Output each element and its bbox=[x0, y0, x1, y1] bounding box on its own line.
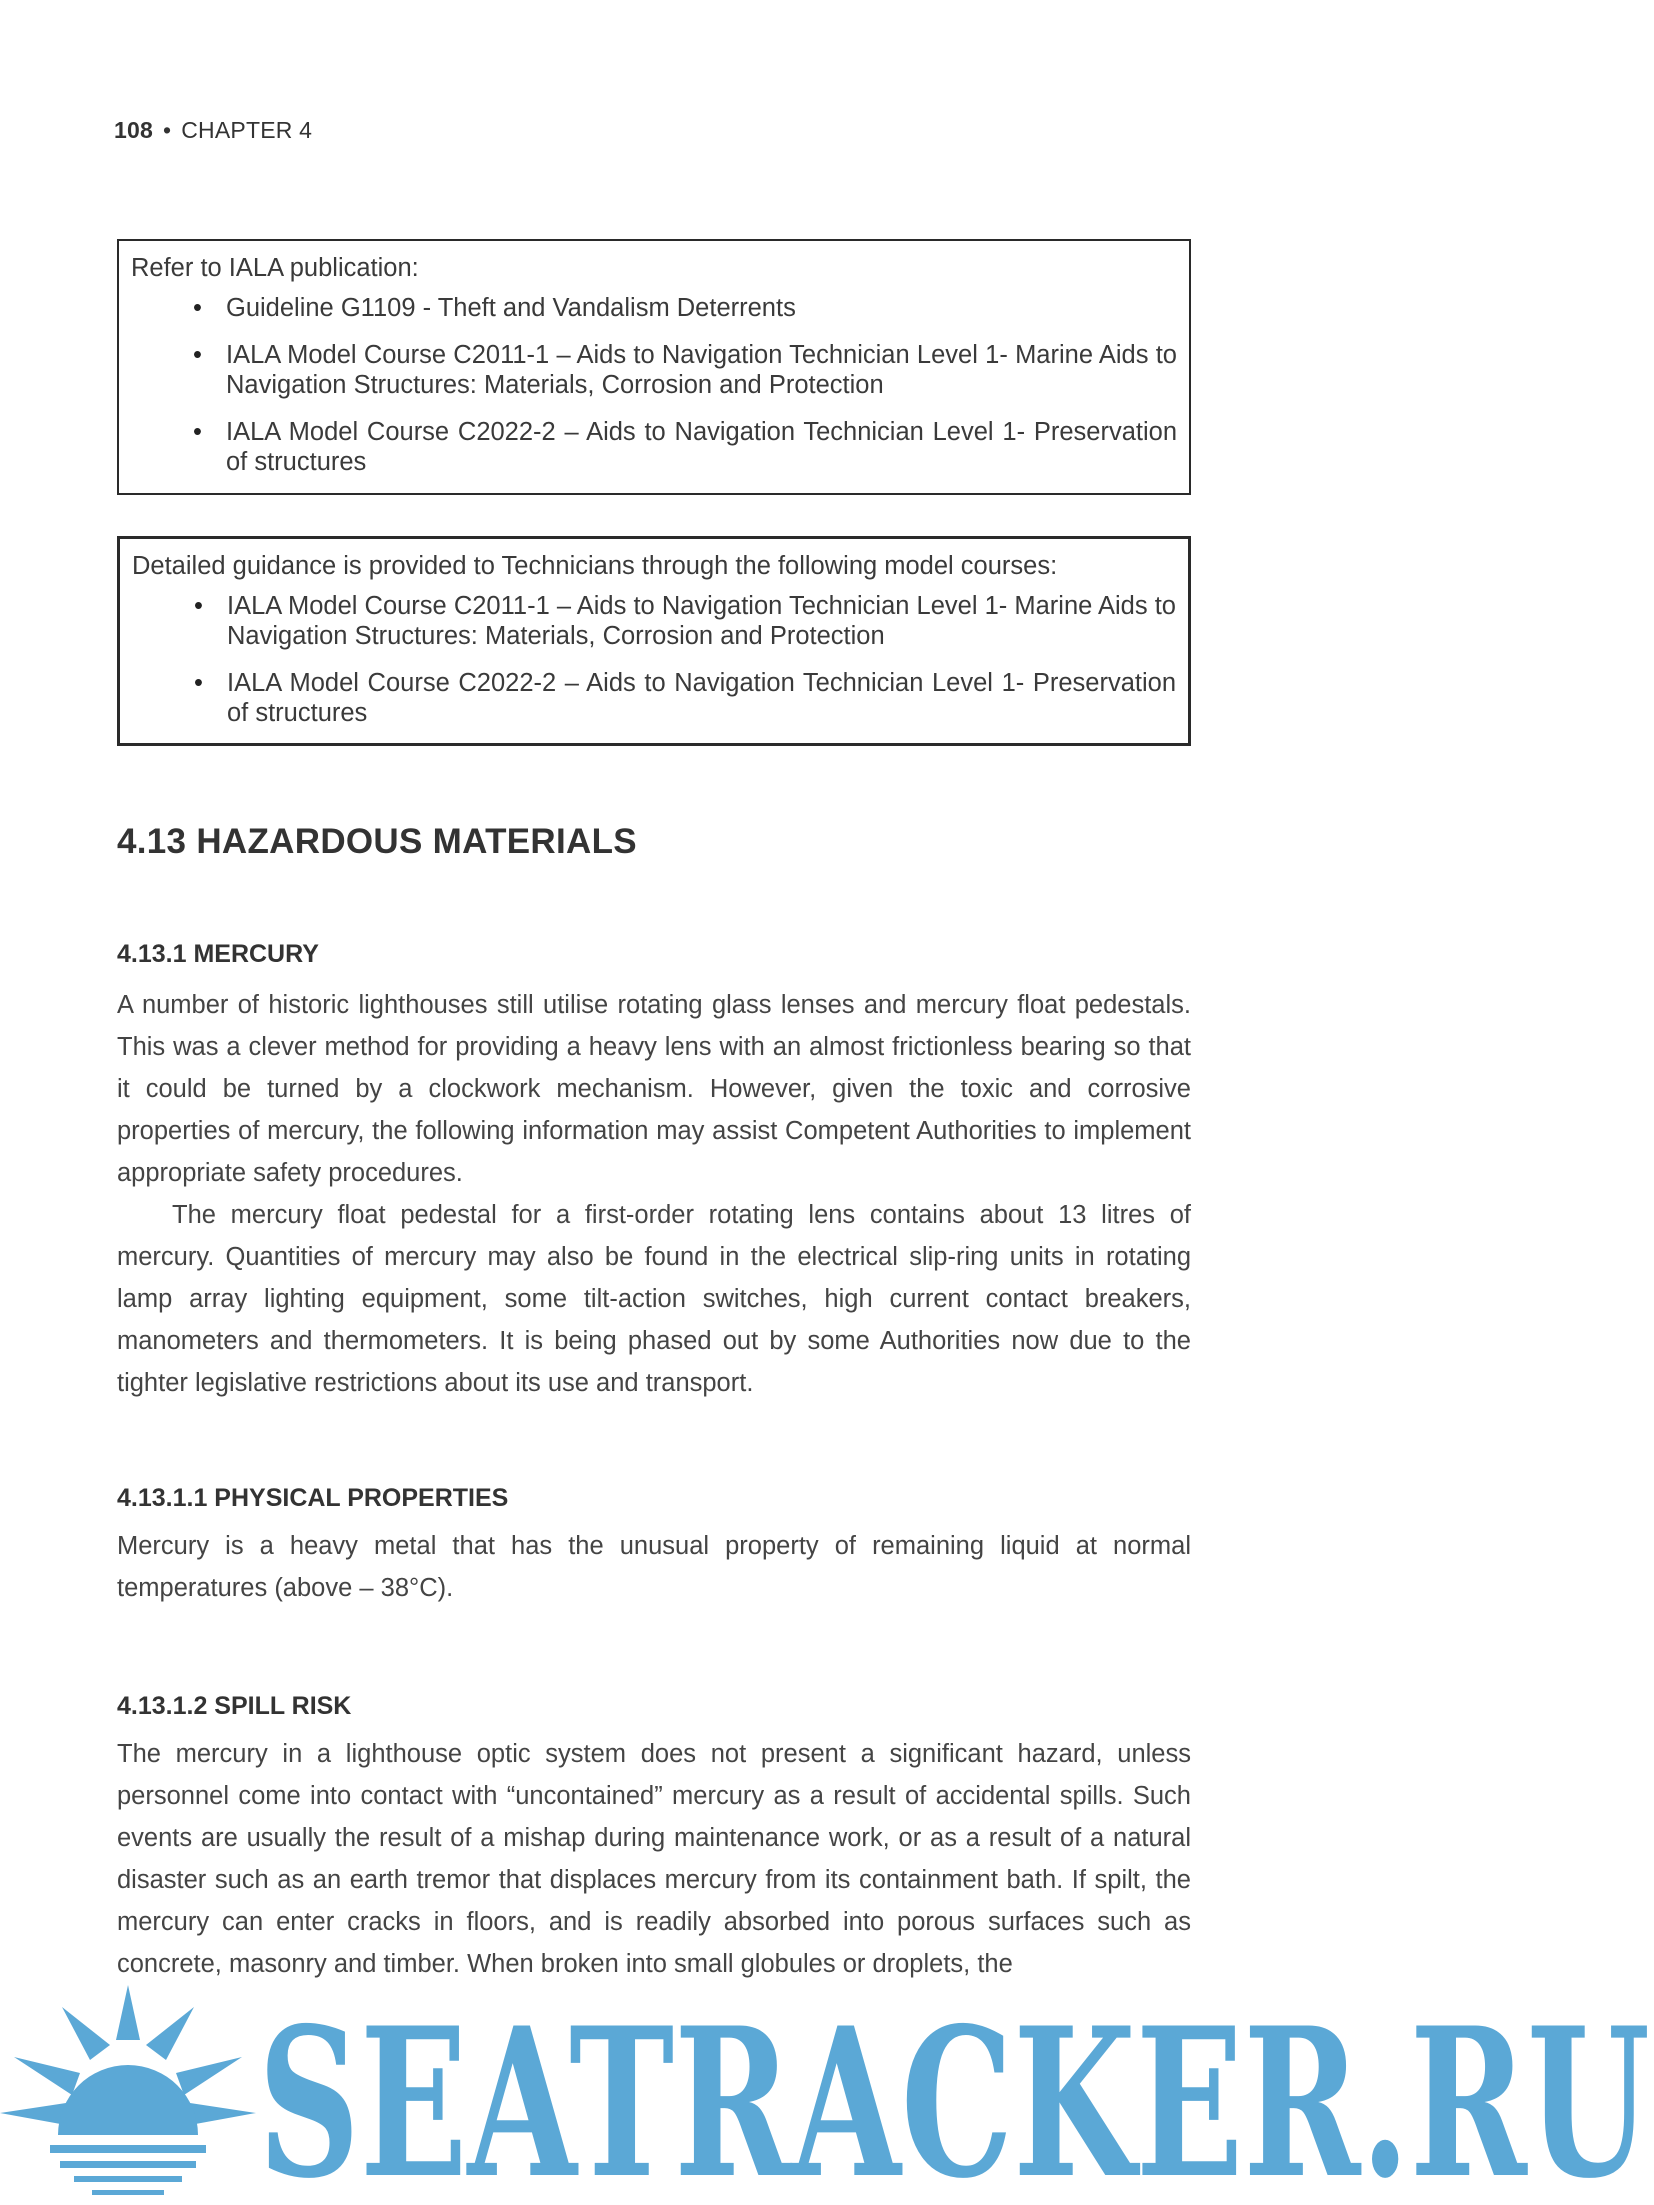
guidance-box-intro: Detailed guidance is provided to Technicians through the following model courses: bbox=[132, 552, 1058, 580]
mercury-paragraph-1: A number of historic lighthouses still utilise rotating glass lenses and mercury float pedestals. This was a clever method for providing a heavy lens with an almost frictionless bearing so that it could be turned by a clockwork mechanism. However, given the toxic and corrosive properties of mercury, the following information may assist Competent Authorities to implement appropriate safety procedures. bbox=[117, 991, 1191, 1187]
watermark bbox=[0, 1985, 1654, 2205]
reference-box bbox=[117, 239, 1191, 495]
reference-list bbox=[131, 293, 1177, 477]
reference-item: • IALA Model Course C2011-1 – Aids to Navigation Technician Level 1- Marine Aids to Navigation Structures: Materials, Corrosion and Protection bbox=[131, 340, 1177, 400]
mercury-paragraph-2: The mercury float pedestal for a first-order rotating lens contains about 13 litres of mercury. Quantities of mercury may also be found in the electrical slip-ring units in rotating lamp array lighting equipment, some tilt-action switches, high current contact breakers, manometers and thermometers. It is being phased out by some Authorities now due to the tighter legislative restrictions about its use and transport. bbox=[117, 1201, 1191, 1397]
guidance-item: • IALA Model Course C2011-1 – Aids to Navigation Technician Level 1- Marine Aids to Navigation Structures: Materials, Corrosion and Protection bbox=[132, 591, 1176, 651]
reference-item: • IALA Model Course C2022-2 – Aids to Navigation Technician Level 1- Preservation of structures bbox=[131, 417, 1177, 477]
section-title: 4.13 HAZARDOUS MATERIALS bbox=[117, 822, 637, 861]
watermark-text: SEATRACKER.RU bbox=[258, 1985, 1650, 2205]
mercury-heading: 4.13.1 MERCURY bbox=[117, 940, 319, 968]
physical-properties-heading: 4.13.1.1 PHYSICAL PROPERTIES bbox=[117, 1484, 509, 1512]
spill-risk-paragraph: The mercury in a lighthouse optic system does not present a significant hazard, unless personnel come into contact with “uncontained” mercury as a result of accidental spills. Such events are usually the result of a mishap during maintenance work, or as a result of a natural disaster such as an earth tremor that displaces mercury from its containment bath. If spilt, the mercury can enter cracks in floors, and is readily absorbed into porous surfaces such as concrete, masonry and timber. When broken into small globules or droplets, the bbox=[117, 1740, 1191, 1978]
guidance-item: • IALA Model Course C2022-2 – Aids to Navigation Technician Level 1- Preservation of structures bbox=[132, 668, 1176, 728]
page-number: 108 bbox=[114, 117, 153, 143]
sun-logo-icon bbox=[0, 1985, 256, 2195]
reference-item: • Guideline G1109 - Theft and Vandalism Deterrents bbox=[131, 293, 1177, 323]
spill-risk-heading: 4.13.1.2 SPILL RISK bbox=[117, 1692, 352, 1720]
page-header bbox=[114, 117, 312, 144]
physical-properties-paragraph: Mercury is a heavy metal that has the unusual property of remaining liquid at normal temperatures (above – 38°C). bbox=[117, 1532, 1191, 1602]
guidance-box bbox=[117, 536, 1191, 746]
chapter-label: CHAPTER 4 bbox=[181, 117, 313, 143]
reference-box-intro: Refer to IALA publication: bbox=[131, 254, 419, 282]
guidance-list bbox=[132, 591, 1176, 728]
header-separator: • bbox=[162, 117, 172, 143]
